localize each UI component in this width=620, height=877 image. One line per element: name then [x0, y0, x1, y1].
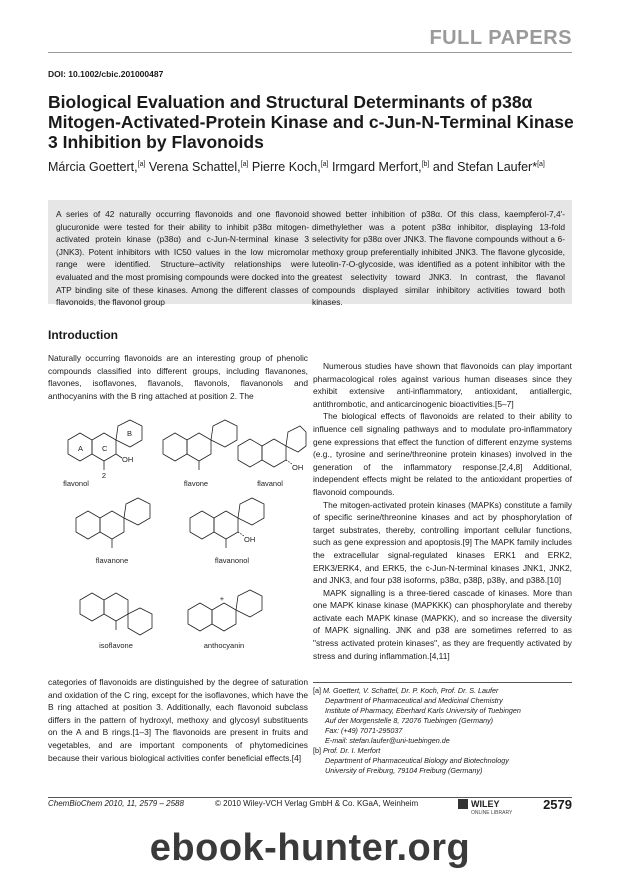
- flavonoid-structures-figure: [48, 410, 308, 670]
- flavanonol-structure: [190, 498, 264, 565]
- author: Pierre Koch,[a]: [248, 160, 329, 175]
- abstract-right: showed better inhibition of p38α. Of this class, kaempferol-7,4′-dimethylether was a potent p38α inhibitor, displaying 13-fold selectivity for p38α over JNK3. The flavone compounds without a 6-methoxy group preferentially inhibited JNK3. The flavone glycoside, luteolin-7-O-glycoside, was identified as a potent inhibitor with the greatest selectivity toward JNK3. In contrast, the flavanol compounds displayed similar inhibitory activities toward both kinases.: [312, 209, 565, 308]
- author: Irmgard Merfort,[b]: [328, 160, 430, 175]
- watermark: ebook-hunter.org: [149, 827, 471, 869]
- svg-text:flavanol: flavanol: [257, 479, 283, 488]
- affiliations: [313, 686, 572, 776]
- abstract-left: A series of 42 naturally occurring flavonoids and one flavonoid glucuronide were tested for their ability to inhibit p38α mitogen-activated protein kinase (p38α) and c-Jun-N-terminal kinase 3 (JNK3). Potent inhibitors with IC50 values in the low micromolar range were identified. Structure–activity relationships were evaluated and the most promising compounds were docked into the ATP binding site of these kinases. Among the different classes of flavonoids, the flavonol group: [56, 209, 309, 308]
- author: and Stefan Laufer*[a]: [429, 160, 545, 175]
- svg-text:ONLINE LIBRARY: ONLINE LIBRARY: [471, 810, 513, 816]
- svg-text:flavanone: flavanone: [95, 556, 129, 565]
- svg-text:C: C: [102, 444, 108, 453]
- paper-title: Biological Evaluation and Structural Determinants of p38α Mitogen-Activated-Protein Kinase and c-Jun-N-Terminal Kinase 3 Inhibition by Flavonoids: [48, 92, 574, 152]
- affiliation-a: [a] M. Goettert, V. Schattel, Dr. P. Koch, Prof. Dr. S. Laufer Department of Pharmaceutical and Medicinal Chemistry Institute of Pharmacy, Eberhard Karls University of Tuebingen Auf der Morgenstelle 8, 72076 Tuebingen (Germany) Fax: (+49) 7071-295037 E-mail: stefan.laufer@uni-tuebingen.de: [313, 686, 521, 745]
- author: Verena Schattel,[a]: [145, 160, 249, 175]
- introduction-heading: Introduction: [48, 328, 118, 342]
- author-list: [48, 157, 588, 175]
- copyright: © 2010 Wiley-VCH Verlag GmbH & Co. KGaA, Weinheim: [215, 799, 419, 808]
- author: Márcia Goettert,[a]: [48, 160, 146, 175]
- flavonol-structure: [63, 420, 142, 488]
- doi[interactable]: DOI: 10.1002/cbic.201000487: [48, 69, 164, 79]
- svg-text:flavone: flavone: [183, 479, 209, 488]
- paragraph: The biological effects of flavonoids are related to their ability to influence cell signaling pathways and to modulate pro-inflammatory gene expressions that effect the function of different enzyme systems (e.g., tyrosine and serine/threonine protein kinases) involved in the generation of the inflammatory response.[2,4,8] Additional, independent effects might be related to the antioxidant properties of flavonoid compounds.: [313, 411, 572, 497]
- affiliation-divider: [313, 682, 572, 683]
- intro-text-top: Naturally occurring flavonoids are an interesting group of phenolic compounds classified into different groups, including flavanones, flavones, isoflavones, flavanols, flavonols, flavanonols and anthocyanins with the B ring attached at position 2. The: [48, 353, 308, 401]
- paragraph: The mitogen-activated protein kinases (MAPKs) constitute a family of specific serine/threonine kinases and act by phosphorylation of target substrates, thereby, controlling important cellular functions, such as gene expression and apoptosis.[9] The MAPK family includes the extracellular signal-regulated kinases ERK1 and ERK2, ERK3/ERK4, and ERK5, the c-Jun-N-terminal kinases JNK1, JNK2, and JNK3, and four p38 isoforms, p38α, p38β, p38γ, and p38δ.[10]: [313, 499, 572, 586]
- svg-text:B: B: [127, 429, 133, 438]
- svg-text:isoflavone: isoflavone: [99, 641, 133, 650]
- wiley-online-library-logo[interactable]: [458, 797, 518, 822]
- svg-text:flavanonol: flavanonol: [214, 556, 250, 565]
- svg-text:OH: OH: [244, 535, 256, 544]
- paragraph: Numerous studies have shown that flavonoids can play important pharmacological roles against various human diseases since they exhibit extensive anti-inflammatory, antioxidant, antiallergic, antithrombotic, and anticarcinogenic bioactivities.[5–7]: [313, 361, 572, 409]
- column-2-text: [313, 360, 572, 662]
- flavanone-structure: [76, 498, 150, 565]
- anthocyanin-structure: [188, 590, 262, 650]
- flavone-structure: [163, 420, 237, 488]
- svg-text:A: A: [78, 444, 84, 453]
- svg-text:WILEY: WILEY: [471, 799, 500, 809]
- svg-text:2: 2: [101, 471, 107, 480]
- isoflavone-structure: [80, 593, 152, 650]
- journal-citation: ChemBioChem 2010, 11, 2579 – 2588: [48, 799, 184, 808]
- svg-text:flavonol: flavonol: [63, 479, 89, 488]
- page-number: 2579: [543, 797, 572, 812]
- affiliation-b: [b] Prof. Dr. I. Merfort Department of Pharmaceutical Biology and Biotechnology University of Freiburg, 79104 Freiburg (Germany): [313, 746, 509, 775]
- section-label: FULL PAPERS: [429, 27, 572, 49]
- header-divider: [48, 52, 572, 53]
- flavanol-structure: [238, 426, 306, 488]
- intro-text-bottom: categories of flavonoids are distinguished by the degree of saturation and oxidation of the C ring, except for the isoflavones, which have the B ring attached at position 3. Additionally, each flavonoid subclass differs in the pattern of hydroxyl, methoxy and glycosyl substituents on the A and B rings.[1–3] The flavonoids are present in fruits and vegetables, and are important components of phytomedicines because their various biological activities confer beneficial effects.[4]: [48, 677, 308, 763]
- svg-text:+: +: [219, 594, 225, 603]
- svg-text:OH: OH: [292, 463, 304, 472]
- svg-text:OH: OH: [122, 455, 134, 464]
- svg-text:anthocyanin: anthocyanin: [203, 641, 245, 650]
- paragraph: MAPK signalling is a three-tiered cascade of kinases. More than one MAPK kinase kinase (MAPKKK) can phosphorylate and thereby activate each MAPK kinase (MAPKK), and so increase the diversity of MAPK signalling. JNK and p38 are sometimes referred to as "stress activated protein kinases", as they are frequently activated by stress and during inflammation.[4,11]: [313, 587, 572, 661]
